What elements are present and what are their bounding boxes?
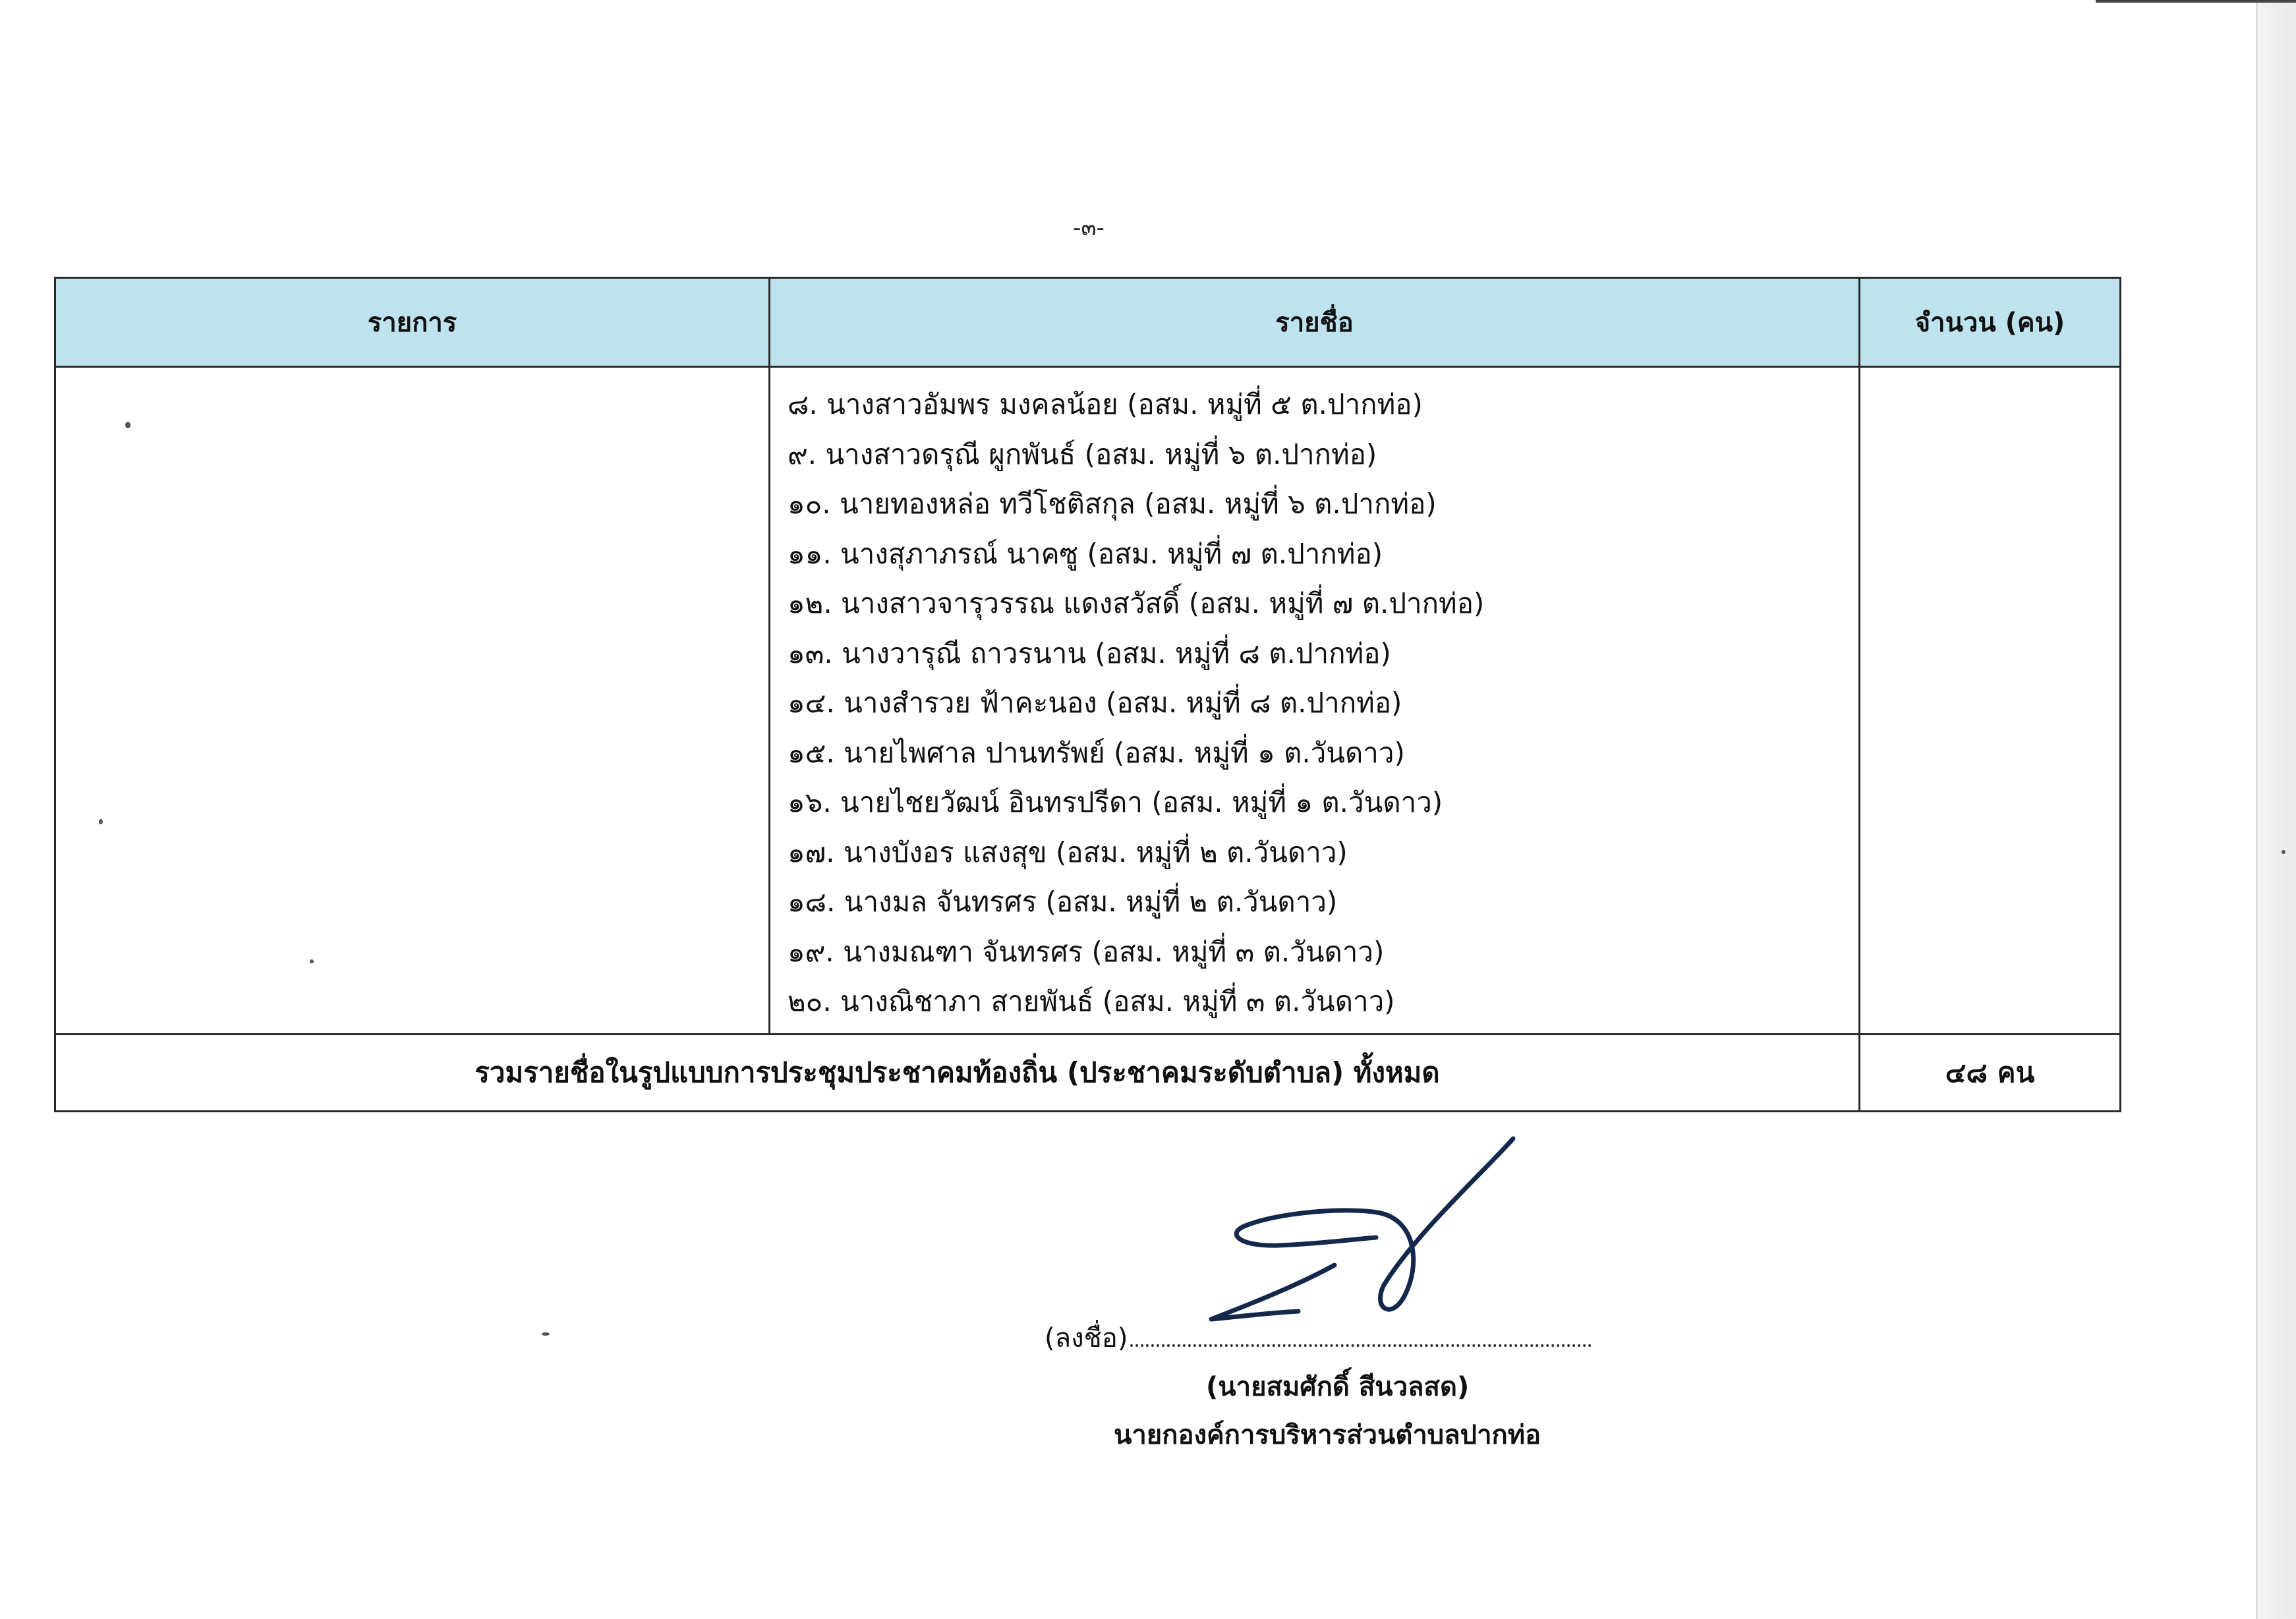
name-entry: ๑๐. นายทองหล่อ ทวีโชติสกุล (อสม. หมู่ที่ ๖ ต.ปากท่อ) [788, 488, 1437, 520]
name-entry: ๑๒. นางสาวจารุวรรณ แดงสวัสดิ์ (อสม. หมู่ที่ ๗ ต.ปากท่อ) [788, 587, 1485, 619]
total-row [55, 1034, 2121, 1111]
table-row [55, 367, 2121, 1035]
name-entry: ๒๐. นางณิชาภา สายพันธ์ (อสม. หมู่ที่ ๓ ต.วันดาว) [788, 985, 1395, 1017]
scan-speck [2282, 850, 2285, 854]
participants-table [54, 277, 2121, 1112]
signature-dotted-line [1130, 1344, 1592, 1347]
sign-prefix: (ลงชื่อ) [1045, 1323, 1128, 1353]
scan-speck [310, 959, 314, 963]
header-count: จำนวน (คน) [1860, 278, 2121, 367]
item-cell [55, 367, 770, 1035]
scan-speck [542, 1332, 550, 1336]
signer-name: (นายสมศักดิ์ สีนวลสด) [1206, 1372, 1470, 1402]
name-entry: ๘. นางสาวอัมพร มงคลน้อย (อสม. หมู่ที่ ๕ ต.ปากท่อ) [788, 388, 1423, 420]
table-header-row [55, 278, 2121, 367]
name-entry: ๑๕. นายไพศาล ปานทรัพย์ (อสม. หมู่ที่ ๑ ต.วันดาว) [788, 736, 1405, 769]
name-entry: ๑๖. นายไชยวัฒน์ อินทรปรีดา (อสม. หมู่ที่ ๑ ต.วันดาว) [788, 786, 1443, 818]
scan-edge [2256, 0, 2296, 1619]
name-entry: ๑๙. นางมณฑา จันทรศร (อสม. หมู่ที่ ๓ ต.วันดาว) [788, 935, 1385, 968]
names-cell [770, 367, 1860, 1035]
name-entry: ๑๗. นางบังอร แสงสุข (อสม. หมู่ที่ ๒ ต.วันดาว) [788, 836, 1348, 868]
count-cell [1860, 367, 2121, 1035]
name-entry: ๑๘. นางมล จันทรศร (อสม. หมู่ที่ ๒ ต.วันดาว) [788, 886, 1338, 918]
header-item: รายการ [55, 278, 770, 367]
scan-speck [125, 422, 130, 428]
total-count: ๔๘ คน [1860, 1034, 2121, 1111]
scan-speck [99, 819, 103, 824]
total-label: รวมรายชื่อในรูปแบบการประชุมประชาคมท้องถิ่น (ประชาคมระดับตำบล) ทั้งหมด [55, 1034, 1860, 1111]
page-number: -๓- [1073, 215, 1105, 241]
handwritten-signature [1199, 1133, 1529, 1338]
name-entry: ๙. นางสาวดรุณี ผูกพันธ์ (อสม. หมู่ที่ ๖ ต.ปากท่อ) [788, 438, 1377, 470]
signer-title: นายกองค์การบริหารส่วนตำบลปากท่อ [1114, 1420, 1541, 1450]
name-entry: ๑๓. นางวารุณี ถาวรนาน (อสม. หมู่ที่ ๘ ต.ปากท่อ) [788, 637, 1391, 669]
header-names: รายชื่อ [770, 278, 1860, 367]
name-entry: ๑๑. นางสุภาภรณ์ นาคซู (อสม. หมู่ที่ ๗ ต.ปากท่อ) [788, 537, 1383, 570]
sign-line [1045, 1317, 1592, 1359]
name-entry: ๑๔. นางสำรวย ฟ้าคะนอง (อสม. หมู่ที่ ๘ ต.ปากท่อ) [788, 687, 1402, 719]
scan-artifact-line [2096, 0, 2296, 3]
